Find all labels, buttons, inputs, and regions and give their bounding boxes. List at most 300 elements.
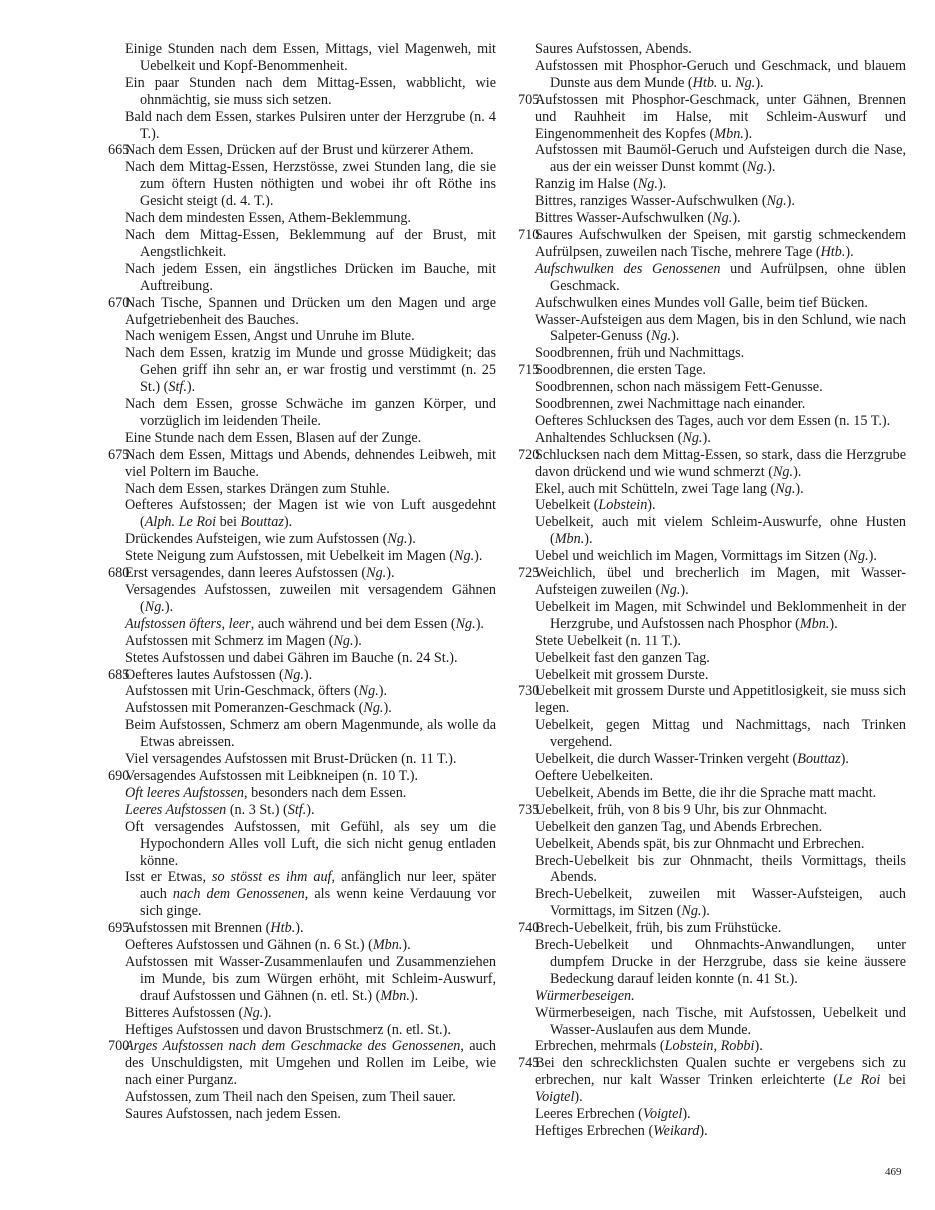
symptom-entry — [518, 295, 906, 312]
entry-text — [518, 362, 906, 379]
entry-text — [108, 717, 496, 751]
italic-segment: Oft leeres Aufstossen — [125, 784, 245, 801]
text-segment: , als wenn keine Verdauung vor sich ginge. — [140, 886, 496, 920]
symptom-entry — [108, 548, 496, 565]
entry-text — [108, 447, 496, 481]
symptom-entry — [518, 988, 906, 1005]
entry-number: 720 — [518, 446, 540, 463]
entry-text — [518, 633, 906, 650]
entry-text — [108, 700, 496, 717]
text-segment: Aufstossen mit Brennen ( — [125, 920, 271, 937]
numbered-symptom-entry — [518, 683, 906, 717]
italic-segment: Ng. — [243, 1004, 264, 1021]
entry-number: 690 — [108, 767, 130, 784]
text-segment: Bitteres Aufstossen ( — [125, 1004, 244, 1021]
symptom-entry — [518, 548, 906, 565]
symptom-entry — [108, 41, 496, 75]
italic-segment: Bouttaz — [797, 751, 841, 768]
italic-segment: Ng. — [712, 210, 733, 227]
symptom-entry — [108, 1005, 496, 1022]
entry-text — [108, 481, 496, 498]
entry-text — [518, 447, 906, 481]
numbered-symptom-entry — [518, 920, 906, 937]
symptom-entry — [518, 1106, 906, 1123]
text-segment: Ranzig im Halse ( — [535, 176, 638, 193]
text-segment: Uebelkeit, früh, von 8 bis 9 Uhr, bis zur Ohnmacht. — [535, 801, 828, 818]
numbered-symptom-entry — [108, 667, 496, 684]
italic-segment: Alph. Le Roi — [144, 514, 217, 531]
entry-text — [518, 312, 906, 346]
symptom-entry — [518, 497, 906, 514]
entry-text — [108, 819, 496, 870]
text-segment: Drückendes Aufsteigen, wie zum Aufstossen ( — [125, 531, 388, 548]
symptom-entry — [108, 650, 496, 667]
symptom-entry — [518, 886, 906, 920]
italic-segment: Ng. — [387, 531, 408, 548]
text-segment: Ein paar Stunden nach dem Mittag-Essen, wabblicht, wie ohnmächtig, sie muss sich setzen. — [125, 74, 496, 108]
symptom-entry — [108, 75, 496, 109]
entry-text — [518, 1005, 906, 1039]
entry-text — [108, 328, 496, 345]
text-segment: Bittres, ranziges Wasser-Aufschwulken ( — [535, 193, 767, 210]
entry-text — [108, 802, 496, 819]
symptom-entry — [518, 599, 906, 633]
italic-segment: Aufstossen öfters, leer — [125, 615, 251, 632]
italic-segment: Leeres Aufstossen — [125, 801, 227, 818]
text-segment: Brech-Uebelkeit bis zur Ohnmacht, theils Vormittags, theils Abends. — [535, 852, 906, 886]
entry-text — [108, 667, 496, 684]
text-segment: Aufstossen mit Phosphor-Geschmack, unter Gähnen, Brennen und Rauhheit im Halse, mit Schleim-Auswurf und Eingenommenheit des Kopfes ( — [535, 91, 906, 142]
symptom-entry — [518, 396, 906, 413]
symptom-entry — [518, 41, 906, 58]
entry-text — [108, 295, 496, 329]
entry-text — [108, 1005, 496, 1022]
entry-number: 685 — [108, 666, 130, 683]
entry-text — [518, 836, 906, 853]
italic-segment: Ng. — [772, 463, 794, 480]
text-segment: Soodbrennen, zwei Nachmittage nach einander. — [535, 396, 806, 413]
text-segment: ). — [584, 531, 593, 548]
entry-text — [518, 548, 906, 565]
numbered-symptom-entry — [108, 768, 496, 785]
symptom-entry — [108, 633, 496, 650]
entry-text — [108, 41, 496, 75]
text-segment: Uebelkeit, Abends im Bette, die ihr die Sprache matt macht. — [535, 784, 877, 801]
text-segment: Stete Uebelkeit (n. 11 T.). — [535, 632, 681, 649]
text-segment: ). — [383, 700, 392, 717]
italic-segment: Ng. — [775, 480, 796, 497]
text-segment: Nach dem Essen, Mittags und Abends, dehnendes Leibweh, mit viel Poltern im Bauche. — [125, 446, 496, 480]
entry-text — [108, 954, 496, 1005]
text-segment: Anhaltendes Schlucksen ( — [535, 429, 683, 446]
symptom-entry — [108, 785, 496, 802]
numbered-symptom-entry — [518, 565, 906, 599]
symptom-entry — [518, 1038, 906, 1055]
italic-segment: Ng. — [333, 632, 354, 649]
text-segment: Uebelkeit mit grossem Durste. — [535, 666, 709, 683]
entry-text — [518, 413, 906, 430]
text-segment: Soodbrennen, schon nach mässigem Fett-Genusse. — [535, 379, 823, 396]
italic-segment: nach dem Genossenen — [172, 886, 305, 903]
symptom-entry — [108, 497, 496, 531]
symptom-entry — [518, 193, 906, 210]
italic-segment: Bouttaz — [240, 514, 284, 531]
text-segment: ). — [475, 615, 484, 632]
italic-segment: Ng. — [366, 565, 387, 582]
text-segment: ). — [574, 1089, 583, 1106]
symptom-entry — [518, 937, 906, 988]
italic-segment: Aufschwulken des Genossenen — [535, 260, 721, 277]
entry-text — [108, 142, 496, 159]
entry-text — [518, 176, 906, 193]
symptom-entry — [108, 261, 496, 295]
text-segment: Saures Aufstossen, nach jedem Essen. — [125, 1106, 341, 1123]
italic-segment: Mbn. — [380, 987, 410, 1004]
text-segment: Brech-Uebelkeit und Ohnmachts-Anwandlungen, unter dumpfem Drucke in der Herzgrube, dass sie keine äussere Bedeckung darauf leiden konnte (n. 41 St.). — [535, 937, 906, 987]
symptom-entry — [108, 700, 496, 717]
numbered-symptom-entry — [108, 295, 496, 329]
italic-segment: Ng. — [283, 666, 304, 683]
text-segment: Uebelkeit fast den ganzen Tag. — [535, 649, 710, 666]
entry-number: 735 — [518, 801, 540, 818]
italic-segment: Voigtel — [642, 1106, 683, 1123]
symptom-entry — [518, 1123, 906, 1140]
italic-segment: Mbn. — [554, 531, 585, 548]
entry-number: 730 — [518, 683, 540, 700]
entry-text — [518, 937, 906, 988]
symptom-entry — [518, 650, 906, 667]
entry-text — [518, 261, 906, 295]
entry-text — [518, 227, 906, 261]
entry-text — [108, 548, 496, 565]
text-segment: Bald nach dem Essen, starkes Pulsiren unter der Herzgrube (n. 4 T.). — [125, 108, 496, 142]
text-segment: Ekel, auch mit Schütteln, zwei Tage lang ( — [535, 480, 776, 497]
entry-text — [518, 514, 906, 548]
text-segment: ). — [671, 328, 680, 345]
entry-text — [108, 785, 496, 802]
symptom-entry — [108, 683, 496, 700]
text-segment: (n. 3 St.) ( — [226, 801, 288, 818]
text-segment: ). — [263, 1004, 272, 1021]
entry-text — [518, 886, 906, 920]
entry-text — [518, 853, 906, 887]
symptom-entry — [518, 481, 906, 498]
text-segment: ). — [786, 193, 795, 210]
text-segment: Brech-Uebelkeit, früh, bis zum Frühstücke. — [535, 920, 782, 937]
entry-text — [108, 1022, 496, 1039]
text-segment: ). — [682, 1106, 691, 1123]
symptom-entry — [108, 227, 496, 261]
italic-segment: Ng. — [681, 903, 702, 920]
symptom-entry — [518, 514, 906, 548]
text-segment: Uebelkeit ( — [535, 497, 599, 514]
symptom-entry — [518, 430, 906, 447]
text-segment: Nach dem Essen, grosse Schwäche im ganzen Körper, und vorzüglich im leidenden Theile. — [125, 396, 496, 429]
text-segment: Saures Aufstossen, Abends. — [535, 41, 692, 57]
text-segment: ). — [353, 632, 362, 649]
symptom-entry — [108, 345, 496, 396]
entry-text — [518, 92, 906, 143]
text-segment: Soodbrennen, früh und Nachmittags. — [535, 345, 745, 362]
text-segment: ). — [795, 480, 804, 497]
entry-text — [518, 345, 906, 362]
text-segment: ). — [767, 159, 776, 176]
text-segment: ). — [409, 987, 419, 1004]
italic-segment: Ng. — [848, 548, 869, 565]
italic-segment: Mbn. — [372, 937, 403, 954]
entry-text — [108, 1089, 496, 1106]
entry-text — [518, 667, 906, 684]
symptom-entry — [108, 430, 496, 447]
text-segment: , auch während und bei dem Essen ( — [250, 615, 456, 632]
text-segment: Heftiges Aufstossen und davon Brustschmerz (n. etl. St.). — [125, 1021, 451, 1038]
entry-text — [518, 717, 906, 751]
entry-text — [518, 295, 906, 312]
entry-text — [518, 1038, 906, 1055]
text-segment: u. — [717, 74, 736, 91]
entry-text — [518, 430, 906, 447]
text-segment: Aufstossen mit Baumöl-Geruch und Aufsteigen durch die Nase, aus der ein weisser Dunst kommt ( — [535, 142, 906, 176]
italic-segment: Lobstein — [598, 497, 648, 514]
right-column — [518, 41, 906, 1140]
text-segment: Versagendes Aufstossen mit Leibkneipen (n. 10 T.). — [125, 767, 419, 784]
entry-text — [518, 683, 906, 717]
entry-number: 700 — [108, 1038, 130, 1055]
numbered-symptom-entry — [108, 447, 496, 481]
text-segment: ). — [295, 920, 304, 937]
entry-text — [518, 379, 906, 396]
text-segment: Oefteres lautes Aufstossen ( — [125, 666, 284, 683]
entry-text — [518, 481, 906, 498]
text-segment: Nach dem Mittag-Essen, Beklemmung auf der Brust, mit Aengstlichkeit. — [125, 226, 496, 260]
text-segment: Nach wenigem Essen, Angst und Unruhe im Blute. — [125, 328, 415, 345]
entry-text — [518, 565, 906, 599]
symptom-entry — [108, 396, 496, 430]
text-segment: Aufstossen mit Schmerz im Magen ( — [125, 632, 334, 649]
entry-number: 675 — [108, 446, 130, 463]
text-segment: Saures Aufschwulken der Speisen, mit garstig schmeckendem Aufrülpsen, zuweilen nach Tische, mehrere Tage ( — [535, 226, 906, 260]
entry-text — [108, 1106, 496, 1123]
text-segment: Einige Stunden nach dem Essen, Mittags, viel Magenweh, mit Uebelkeit und Kopf-Benommenheit. — [125, 41, 496, 74]
italic-segment: Würmerbeseigen. — [535, 987, 635, 1004]
numbered-symptom-entry — [108, 1038, 496, 1089]
text-segment: Uebelkeit den ganzen Tag, und Abends Erbrechen. — [535, 818, 823, 835]
symptom-entry — [518, 261, 906, 295]
symptom-entry — [108, 954, 496, 1005]
text-segment: Erbrechen, mehrmals ( — [535, 1038, 665, 1055]
entry-text — [108, 633, 496, 650]
entry-text — [108, 75, 496, 109]
symptom-entry — [518, 667, 906, 684]
entry-text — [518, 785, 906, 802]
text-segment: Uebelkeit, Abends spät, bis zur Ohnmacht und Erbrechen. — [535, 835, 865, 852]
symptom-entry — [108, 481, 496, 498]
italic-segment: Lobstein, Robbi — [664, 1038, 755, 1055]
entry-text — [108, 768, 496, 785]
entry-text — [518, 58, 906, 92]
text-segment: ). — [754, 1038, 763, 1055]
entry-text — [108, 261, 496, 295]
entry-text — [518, 819, 906, 836]
italic-segment: Mbn. — [714, 125, 744, 142]
symptom-entry — [518, 633, 906, 650]
text-segment: Soodbrennen, die ersten Tage. — [535, 362, 706, 379]
text-segment: Uebelkeit, gegen Mittag und Nachmittags, nach Trinken vergehend. — [535, 717, 906, 751]
numbered-symptom-entry — [108, 920, 496, 937]
text-segment: Stete Neigung zum Aufstossen, mit Uebelkeit im Magen ( — [125, 548, 455, 565]
italic-segment: Stf. — [168, 379, 187, 396]
entry-text — [518, 193, 906, 210]
text-segment: Oefteres Schlucksen des Tages, auch vor dem Essen (n. 15 T.). — [535, 412, 891, 429]
entry-number: 680 — [108, 565, 130, 582]
symptom-entry — [108, 717, 496, 751]
numbered-symptom-entry — [518, 447, 906, 481]
numbered-symptom-entry — [518, 362, 906, 379]
italic-segment: Ng. — [650, 328, 672, 345]
symptom-entry — [108, 869, 496, 920]
entry-text — [518, 599, 906, 633]
symptom-entry — [518, 379, 906, 396]
text-segment: Heftiges Erbrechen ( — [535, 1123, 654, 1139]
numbered-symptom-entry — [518, 1055, 906, 1106]
entry-text — [518, 802, 906, 819]
symptom-entry — [518, 819, 906, 836]
text-segment: Isst er Etwas, — [125, 869, 213, 886]
text-segment: ). — [164, 598, 174, 615]
entry-text — [108, 869, 496, 920]
entry-text — [518, 768, 906, 785]
italic-segment: Mbn. — [799, 615, 830, 632]
entry-text — [518, 497, 906, 514]
text-segment: Aufstossen mit Phosphor-Geruch und Geschmack, und blauem Dunste aus dem Munde ( — [535, 57, 906, 91]
entry-text — [108, 396, 496, 430]
symptom-entry — [518, 345, 906, 362]
symptom-entry — [108, 819, 496, 870]
symptom-entry — [108, 751, 496, 768]
italic-segment: Ng. — [358, 683, 379, 700]
entry-number: 710 — [518, 226, 540, 243]
entry-text — [518, 988, 906, 1005]
entry-text — [108, 582, 496, 616]
entry-text — [108, 751, 496, 768]
symptom-entry — [518, 312, 906, 346]
entry-text — [108, 159, 496, 210]
entry-number: 695 — [108, 920, 130, 937]
text-segment: ). — [186, 379, 196, 396]
text-segment: Bittres Wasser-Aufschwulken ( — [535, 210, 713, 227]
text-segment: Erst versagendes, dann leeres Aufstossen ( — [125, 565, 367, 582]
italic-segment: Stf. — [287, 801, 307, 818]
text-segment: ). — [829, 615, 838, 632]
text-segment: Viel versagendes Aufstossen mit Brust-Drücken (n. 11 T.). — [125, 751, 457, 768]
text-segment: Brech-Uebelkeit, zuweilen mit Wasser-Aufsteigen, auch Vormittags, im Sitzen ( — [535, 886, 906, 920]
entry-number: 740 — [518, 920, 540, 937]
symptom-entry — [108, 582, 496, 616]
italic-segment: so stösst es ihm auf — [212, 869, 332, 886]
italic-segment: Htb. — [692, 74, 718, 91]
text-segment: ). — [793, 463, 802, 480]
entry-text — [518, 920, 906, 937]
symptom-entry — [518, 717, 906, 751]
text-segment: ). — [743, 125, 753, 142]
numbered-symptom-entry — [518, 802, 906, 819]
symptom-entry — [108, 1106, 496, 1123]
entry-text — [108, 430, 496, 447]
italic-segment: Arges Aufstossen nach dem Geschmacke des Genossenen — [125, 1038, 461, 1055]
text-segment: Aufstossen mit Wasser-Zusammenlaufen und Zusammenziehen im Munde, bis zum Würgen erhöht, mit Schleim-Auswurf, drauf Aufstossen und Gähnen (n. etl. St.) ( — [125, 953, 496, 1004]
text-segment: Schlucksen nach dem Mittag-Essen, so stark, dass die Herzgrube davon drückend und wie wund schmerzt ( — [535, 446, 906, 480]
text-segment: ). — [845, 243, 854, 260]
text-segment: ). — [407, 531, 416, 548]
entry-text — [108, 650, 496, 667]
text-segment: Versagendes Aufstossen, zuweilen mit versagendem Gähnen ( — [125, 582, 496, 615]
entry-text — [108, 616, 496, 633]
text-segment: Nach jedem Essen, ein ängstliches Drücken im Bauche, mit Auftreibung. — [125, 260, 496, 294]
text-segment: ). — [657, 176, 667, 193]
numbered-symptom-entry — [518, 92, 906, 143]
text-segment: ). — [868, 548, 877, 565]
symptom-entry — [108, 109, 496, 143]
symptom-entry — [108, 802, 496, 819]
text-segment: Uebelkeit mit grossem Durste und Appetitlosigkeit, sie muss sich legen. — [535, 683, 906, 717]
text-segment: Beim Aufstossen, Schmerz am obern Magenmunde, als wolle da Etwas abreissen. — [125, 717, 496, 751]
text-segment: ). — [474, 548, 483, 565]
text-segment: Aufstossen mit Pomeranzen-Geschmack ( — [125, 700, 364, 717]
entry-text — [108, 565, 496, 582]
symptom-entry — [518, 142, 906, 176]
numbered-symptom-entry — [108, 142, 496, 159]
text-segment: bei — [880, 1072, 906, 1089]
symptom-entry — [518, 1005, 906, 1039]
symptom-entry — [108, 937, 496, 954]
symptom-entry — [108, 328, 496, 345]
text-segment: ). — [647, 497, 656, 514]
text-segment: Weichlich, übel und brecherlich im Magen, mit Wasser-Aufsteigen zuweilen ( — [535, 565, 906, 598]
symptom-entry — [108, 159, 496, 210]
text-segment: Leeres Erbrechen ( — [535, 1106, 643, 1123]
italic-segment: Ng. — [455, 615, 476, 632]
entry-text — [108, 1038, 496, 1089]
text-segment: Würmerbeseigen, nach Tische, mit Aufstossen, Uebelkeit und Wasser-Auslaufen aus dem Munde. — [535, 1004, 906, 1038]
text-segment: , anfänglich nur leer, später auch — [140, 869, 497, 903]
italic-segment: Ng. — [144, 598, 165, 615]
text-segment: ). — [840, 751, 849, 768]
entry-text — [518, 396, 906, 413]
text-segment: Nach Tische, Spannen und Drücken um den Magen und arge Aufgetriebenheit des Bauches. — [125, 294, 496, 328]
entry-text — [518, 650, 906, 667]
text-segment: Nach dem mindesten Essen, Athem-Beklemmung. — [125, 210, 412, 227]
text-segment: Uebelkeit im Magen, mit Schwindel und Beklommenheit in der Herzgrube, und Aufstossen nach Phosphor ( — [535, 598, 906, 632]
text-segment: Wasser-Aufsteigen aus dem Magen, bis in den Schlund, wie nach Salpeter-Genuss ( — [535, 311, 906, 345]
numbered-symptom-entry — [108, 565, 496, 582]
entry-number: 725 — [518, 565, 540, 582]
text-segment: Nach dem Essen, Drücken auf der Brust und kürzerer Athem. — [125, 142, 474, 159]
entry-text — [108, 497, 496, 531]
italic-segment: Ng. — [363, 700, 384, 717]
italic-segment: Le Roi — [838, 1072, 881, 1089]
italic-segment: Ng. — [660, 582, 681, 598]
entry-text — [518, 751, 906, 768]
italic-segment: Ng. — [682, 429, 703, 446]
symptom-entry — [518, 751, 906, 768]
text-segment: Aufstossen mit Urin-Geschmack, öfters ( — [125, 683, 359, 700]
text-segment: , besonders nach dem Essen. — [244, 784, 407, 801]
text-segment: ). — [402, 937, 411, 954]
entry-text — [108, 345, 496, 396]
text-segment: Uebelkeit, die durch Wasser-Trinken vergeht ( — [535, 751, 798, 768]
italic-segment: Ng. — [637, 176, 658, 193]
symptom-entry — [108, 531, 496, 548]
